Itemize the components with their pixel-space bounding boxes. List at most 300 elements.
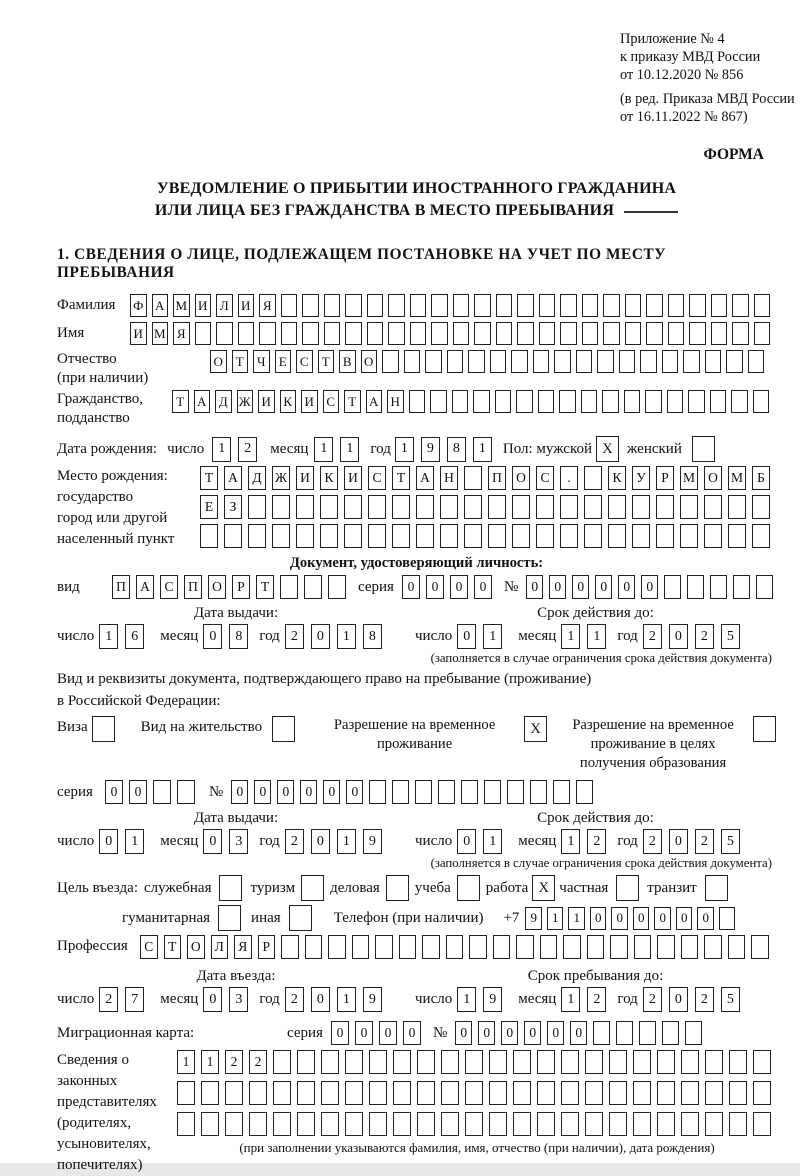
char-cell[interactable]: 1 (561, 624, 580, 649)
char-cell[interactable]: 9 (421, 437, 440, 462)
char-cell[interactable] (657, 1050, 675, 1074)
char-cell[interactable] (560, 495, 578, 519)
char-cell[interactable]: А (416, 466, 434, 490)
char-cell[interactable] (177, 1081, 195, 1105)
char-cell[interactable]: Я (173, 322, 190, 345)
char-cell[interactable] (345, 322, 362, 345)
char-cell[interactable] (633, 1081, 651, 1105)
char-cell[interactable]: И (344, 466, 362, 490)
char-cell[interactable]: 5 (721, 987, 740, 1012)
char-cell[interactable]: 1 (99, 624, 118, 649)
char-cell[interactable]: 2 (643, 987, 662, 1012)
char-cell[interactable] (224, 524, 242, 548)
char-cell[interactable] (324, 294, 341, 317)
char-cell[interactable]: Ч (253, 350, 270, 373)
char-cell[interactable] (728, 524, 746, 548)
char-cell[interactable]: 0 (611, 907, 628, 930)
char-cell[interactable] (603, 322, 620, 345)
char-cell[interactable] (561, 1112, 579, 1136)
char-cell[interactable] (302, 322, 319, 345)
char-cell[interactable] (425, 350, 442, 373)
char-cell[interactable] (582, 322, 599, 345)
char-cell[interactable] (415, 780, 432, 804)
char-cell[interactable] (297, 1081, 315, 1105)
char-cell[interactable] (441, 1081, 459, 1105)
char-cell[interactable]: 1 (561, 829, 580, 854)
char-cell[interactable] (473, 390, 490, 413)
char-cell[interactable] (273, 1081, 291, 1105)
char-cell[interactable]: Т (318, 350, 335, 373)
char-cell[interactable] (608, 524, 626, 548)
char-cell[interactable]: А (136, 575, 154, 599)
char-cell[interactable]: 2 (587, 987, 606, 1012)
char-cell[interactable]: 0 (501, 1021, 518, 1045)
char-cell[interactable] (729, 1050, 747, 1074)
char-cell[interactable]: 1 (337, 829, 356, 854)
char-cell[interactable] (560, 294, 577, 317)
char-cell[interactable] (656, 524, 674, 548)
char-cell[interactable]: 9 (525, 907, 542, 930)
char-cell[interactable]: 0 (311, 624, 330, 649)
char-cell[interactable] (369, 1081, 387, 1105)
char-cell[interactable]: 0 (254, 780, 271, 804)
char-cell[interactable]: Р (258, 935, 276, 959)
char-cell[interactable] (563, 935, 581, 959)
char-cell[interactable] (539, 294, 556, 317)
char-cell[interactable] (561, 1081, 579, 1105)
char-cell[interactable]: 1 (314, 437, 333, 462)
char-cell[interactable]: К (280, 390, 297, 413)
char-cell[interactable] (321, 1050, 339, 1074)
char-cell[interactable] (452, 390, 469, 413)
char-cell[interactable] (729, 1112, 747, 1136)
char-cell[interactable]: 0 (331, 1021, 349, 1045)
char-cell[interactable] (410, 322, 427, 345)
char-cell[interactable]: 3 (229, 829, 248, 854)
char-cell[interactable] (238, 322, 255, 345)
char-cell[interactable]: И (238, 294, 255, 317)
char-cell[interactable]: 1 (337, 987, 356, 1012)
char-cell[interactable] (537, 1050, 555, 1074)
char-cell[interactable] (753, 1050, 771, 1074)
edu-permit-checkbox[interactable] (753, 716, 776, 742)
char-cell[interactable] (297, 1112, 315, 1136)
char-cell[interactable] (610, 935, 628, 959)
char-cell[interactable]: 2 (695, 624, 714, 649)
char-cell[interactable] (272, 495, 290, 519)
char-cell[interactable] (272, 524, 290, 548)
char-cell[interactable]: 0 (311, 987, 330, 1012)
char-cell[interactable]: И (296, 466, 314, 490)
char-cell[interactable]: 9 (483, 987, 502, 1012)
char-cell[interactable] (399, 935, 417, 959)
purpose-business-checkbox[interactable] (219, 875, 242, 901)
char-cell[interactable] (367, 322, 384, 345)
char-cell[interactable] (328, 575, 346, 599)
char-cell[interactable]: 1 (125, 829, 144, 854)
char-cell[interactable]: В (339, 350, 356, 373)
char-cell[interactable]: С (160, 575, 178, 599)
char-cell[interactable] (495, 390, 512, 413)
char-cell[interactable] (533, 350, 550, 373)
char-cell[interactable] (352, 935, 370, 959)
char-cell[interactable]: 1 (587, 624, 606, 649)
char-cell[interactable] (688, 390, 705, 413)
char-cell[interactable] (756, 575, 773, 599)
char-cell[interactable] (705, 350, 722, 373)
char-cell[interactable] (584, 495, 602, 519)
char-cell[interactable] (392, 780, 409, 804)
char-cell[interactable]: О (361, 350, 378, 373)
char-cell[interactable] (464, 466, 482, 490)
char-cell[interactable]: 1 (483, 624, 502, 649)
char-cell[interactable] (281, 294, 298, 317)
char-cell[interactable] (345, 294, 362, 317)
char-cell[interactable]: 0 (590, 907, 607, 930)
char-cell[interactable]: 2 (643, 829, 662, 854)
char-cell[interactable]: 0 (105, 780, 123, 804)
char-cell[interactable] (602, 390, 619, 413)
char-cell[interactable] (320, 495, 338, 519)
char-cell[interactable] (728, 935, 746, 959)
char-cell[interactable]: 0 (203, 987, 222, 1012)
char-cell[interactable]: Я (259, 294, 276, 317)
char-cell[interactable] (369, 1050, 387, 1074)
char-cell[interactable] (296, 524, 314, 548)
char-cell[interactable] (488, 524, 506, 548)
char-cell[interactable] (393, 1112, 411, 1136)
char-cell[interactable] (633, 1112, 651, 1136)
char-cell[interactable]: 0 (426, 575, 444, 599)
char-cell[interactable]: О (208, 575, 226, 599)
char-cell[interactable]: 0 (277, 780, 294, 804)
char-cell[interactable] (441, 1050, 459, 1074)
char-cell[interactable]: О (704, 466, 722, 490)
char-cell[interactable]: 3 (229, 987, 248, 1012)
char-cell[interactable]: 8 (229, 624, 248, 649)
char-cell[interactable] (664, 575, 681, 599)
char-cell[interactable] (464, 495, 482, 519)
char-cell[interactable]: Р (232, 575, 250, 599)
char-cell[interactable]: 1 (568, 907, 585, 930)
char-cell[interactable] (582, 294, 599, 317)
char-cell[interactable] (668, 294, 685, 317)
char-cell[interactable] (320, 524, 338, 548)
char-cell[interactable] (305, 935, 323, 959)
char-cell[interactable] (367, 294, 384, 317)
char-cell[interactable] (324, 322, 341, 345)
char-cell[interactable] (410, 294, 427, 317)
char-cell[interactable]: И (301, 390, 318, 413)
char-cell[interactable]: Е (200, 495, 218, 519)
char-cell[interactable] (431, 322, 448, 345)
char-cell[interactable]: 7 (125, 987, 144, 1012)
char-cell[interactable] (488, 495, 506, 519)
char-cell[interactable]: Л (216, 294, 233, 317)
char-cell[interactable]: 2 (695, 987, 714, 1012)
char-cell[interactable]: 5 (721, 624, 740, 649)
char-cell[interactable] (634, 935, 652, 959)
char-cell[interactable]: Т (256, 575, 274, 599)
char-cell[interactable] (587, 935, 605, 959)
char-cell[interactable]: Л (211, 935, 229, 959)
char-cell[interactable] (516, 935, 534, 959)
char-cell[interactable] (430, 390, 447, 413)
char-cell[interactable] (731, 390, 748, 413)
char-cell[interactable]: 2 (225, 1050, 243, 1074)
char-cell[interactable]: 0 (457, 829, 476, 854)
gender-male-checkbox[interactable]: X (596, 436, 619, 462)
char-cell[interactable] (657, 935, 675, 959)
char-cell[interactable]: 0 (455, 1021, 472, 1045)
char-cell[interactable]: . (560, 466, 578, 490)
char-cell[interactable] (753, 390, 770, 413)
char-cell[interactable] (417, 1081, 435, 1105)
char-cell[interactable] (705, 1081, 723, 1105)
char-cell[interactable] (561, 1050, 579, 1074)
char-cell[interactable] (273, 1050, 291, 1074)
char-cell[interactable] (440, 524, 458, 548)
char-cell[interactable] (560, 322, 577, 345)
char-cell[interactable] (585, 1081, 603, 1105)
char-cell[interactable] (619, 350, 636, 373)
char-cell[interactable]: Ж (237, 390, 254, 413)
char-cell[interactable]: К (320, 466, 338, 490)
char-cell[interactable] (321, 1081, 339, 1105)
char-cell[interactable]: 0 (402, 575, 420, 599)
char-cell[interactable] (177, 1112, 195, 1136)
char-cell[interactable]: Т (232, 350, 249, 373)
char-cell[interactable]: 2 (99, 987, 118, 1012)
char-cell[interactable] (680, 524, 698, 548)
char-cell[interactable] (687, 575, 704, 599)
char-cell[interactable]: 2 (285, 987, 304, 1012)
char-cell[interactable]: 0 (641, 575, 658, 599)
char-cell[interactable] (513, 1050, 531, 1074)
char-cell[interactable] (576, 350, 593, 373)
char-cell[interactable] (469, 935, 487, 959)
char-cell[interactable] (512, 524, 530, 548)
char-cell[interactable] (609, 1112, 627, 1136)
char-cell[interactable] (249, 1112, 267, 1136)
char-cell[interactable] (375, 935, 393, 959)
char-cell[interactable] (753, 1081, 771, 1105)
char-cell[interactable]: 0 (595, 575, 612, 599)
char-cell[interactable] (248, 524, 266, 548)
char-cell[interactable]: 0 (323, 780, 340, 804)
char-cell[interactable]: 1 (457, 987, 476, 1012)
char-cell[interactable]: З (224, 495, 242, 519)
char-cell[interactable]: 0 (355, 1021, 373, 1045)
char-cell[interactable] (537, 1081, 555, 1105)
char-cell[interactable]: А (194, 390, 211, 413)
char-cell[interactable] (511, 350, 528, 373)
char-cell[interactable] (464, 524, 482, 548)
visa-checkbox[interactable] (92, 716, 115, 742)
char-cell[interactable] (710, 390, 727, 413)
char-cell[interactable] (705, 1050, 723, 1074)
char-cell[interactable] (496, 322, 513, 345)
char-cell[interactable] (273, 1112, 291, 1136)
char-cell[interactable] (489, 1081, 507, 1105)
char-cell[interactable] (705, 1112, 723, 1136)
char-cell[interactable]: 0 (526, 575, 543, 599)
char-cell[interactable] (704, 935, 722, 959)
char-cell[interactable] (416, 495, 434, 519)
char-cell[interactable] (302, 294, 319, 317)
char-cell[interactable] (667, 390, 684, 413)
char-cell[interactable] (468, 350, 485, 373)
char-cell[interactable] (281, 322, 298, 345)
char-cell[interactable] (465, 1081, 483, 1105)
char-cell[interactable]: К (608, 466, 626, 490)
char-cell[interactable]: Ф (130, 294, 147, 317)
char-cell[interactable] (392, 524, 410, 548)
char-cell[interactable]: 1 (483, 829, 502, 854)
char-cell[interactable]: 0 (676, 907, 693, 930)
char-cell[interactable]: 0 (669, 624, 688, 649)
char-cell[interactable] (603, 294, 620, 317)
char-cell[interactable]: И (258, 390, 275, 413)
char-cell[interactable]: 1 (473, 437, 492, 462)
char-cell[interactable]: Н (440, 466, 458, 490)
char-cell[interactable] (474, 294, 491, 317)
char-cell[interactable] (553, 780, 570, 804)
char-cell[interactable] (662, 1021, 679, 1045)
char-cell[interactable]: 0 (450, 575, 468, 599)
char-cell[interactable] (530, 780, 547, 804)
char-cell[interactable]: Р (656, 466, 674, 490)
char-cell[interactable]: 8 (447, 437, 466, 462)
char-cell[interactable]: 0 (547, 1021, 564, 1045)
char-cell[interactable]: О (512, 466, 530, 490)
char-cell[interactable] (625, 322, 642, 345)
char-cell[interactable] (733, 575, 750, 599)
char-cell[interactable]: 1 (201, 1050, 219, 1074)
char-cell[interactable] (609, 1081, 627, 1105)
char-cell[interactable]: П (184, 575, 202, 599)
char-cell[interactable] (633, 1050, 651, 1074)
char-cell[interactable] (754, 322, 771, 345)
purpose-study-checkbox[interactable] (457, 875, 480, 901)
char-cell[interactable] (512, 495, 530, 519)
char-cell[interactable] (657, 1081, 675, 1105)
char-cell[interactable]: Д (248, 466, 266, 490)
char-cell[interactable]: У (632, 466, 650, 490)
char-cell[interactable]: 0 (203, 829, 222, 854)
char-cell[interactable]: О (210, 350, 227, 373)
char-cell[interactable] (489, 1050, 507, 1074)
char-cell[interactable]: А (366, 390, 383, 413)
char-cell[interactable]: 9 (363, 829, 382, 854)
char-cell[interactable]: Т (392, 466, 410, 490)
char-cell[interactable]: 0 (403, 1021, 421, 1045)
char-cell[interactable]: С (536, 466, 554, 490)
char-cell[interactable] (513, 1112, 531, 1136)
char-cell[interactable] (249, 1081, 267, 1105)
char-cell[interactable] (719, 907, 736, 930)
char-cell[interactable]: Т (344, 390, 361, 413)
char-cell[interactable] (584, 524, 602, 548)
char-cell[interactable] (689, 294, 706, 317)
char-cell[interactable] (441, 1112, 459, 1136)
char-cell[interactable] (711, 294, 728, 317)
char-cell[interactable] (369, 1112, 387, 1136)
char-cell[interactable] (281, 935, 299, 959)
char-cell[interactable]: 0 (618, 575, 635, 599)
char-cell[interactable] (507, 780, 524, 804)
char-cell[interactable] (732, 294, 749, 317)
char-cell[interactable]: М (728, 466, 746, 490)
char-cell[interactable]: 2 (238, 437, 257, 462)
char-cell[interactable] (474, 322, 491, 345)
char-cell[interactable] (417, 1112, 435, 1136)
char-cell[interactable] (726, 350, 743, 373)
char-cell[interactable]: 0 (311, 829, 330, 854)
char-cell[interactable] (345, 1081, 363, 1105)
char-cell[interactable]: 0 (129, 780, 147, 804)
char-cell[interactable] (680, 495, 698, 519)
char-cell[interactable] (752, 495, 770, 519)
char-cell[interactable] (748, 350, 765, 373)
char-cell[interactable] (710, 575, 727, 599)
char-cell[interactable] (593, 1021, 610, 1045)
char-cell[interactable] (344, 495, 362, 519)
char-cell[interactable] (446, 935, 464, 959)
char-cell[interactable]: 0 (300, 780, 317, 804)
char-cell[interactable] (404, 350, 421, 373)
char-cell[interactable]: 1 (395, 437, 414, 462)
char-cell[interactable] (345, 1112, 363, 1136)
char-cell[interactable] (368, 495, 386, 519)
char-cell[interactable] (344, 524, 362, 548)
char-cell[interactable] (537, 1112, 555, 1136)
char-cell[interactable] (177, 780, 195, 804)
char-cell[interactable] (388, 322, 405, 345)
char-cell[interactable] (453, 322, 470, 345)
char-cell[interactable] (393, 1050, 411, 1074)
char-cell[interactable]: 0 (231, 780, 248, 804)
char-cell[interactable] (685, 1021, 702, 1045)
temp-permit-checkbox[interactable]: X (524, 716, 547, 742)
char-cell[interactable] (195, 322, 212, 345)
char-cell[interactable]: С (296, 350, 313, 373)
char-cell[interactable] (711, 322, 728, 345)
char-cell[interactable] (540, 935, 558, 959)
char-cell[interactable] (646, 294, 663, 317)
char-cell[interactable] (516, 390, 533, 413)
char-cell[interactable] (321, 1112, 339, 1136)
char-cell[interactable]: 0 (549, 575, 566, 599)
char-cell[interactable]: 2 (285, 624, 304, 649)
char-cell[interactable]: 0 (654, 907, 671, 930)
char-cell[interactable]: М (152, 322, 169, 345)
char-cell[interactable] (646, 322, 663, 345)
char-cell[interactable] (280, 575, 298, 599)
char-cell[interactable]: С (140, 935, 158, 959)
char-cell[interactable]: И (130, 322, 147, 345)
char-cell[interactable] (681, 1112, 699, 1136)
purpose-tourism-checkbox[interactable] (301, 875, 324, 901)
char-cell[interactable] (584, 466, 602, 490)
char-cell[interactable] (639, 1021, 656, 1045)
residence-permit-checkbox[interactable] (272, 716, 295, 742)
char-cell[interactable] (225, 1081, 243, 1105)
purpose-work-checkbox[interactable]: X (532, 875, 555, 901)
char-cell[interactable]: 0 (478, 1021, 495, 1045)
char-cell[interactable] (517, 322, 534, 345)
char-cell[interactable]: Т (200, 466, 218, 490)
